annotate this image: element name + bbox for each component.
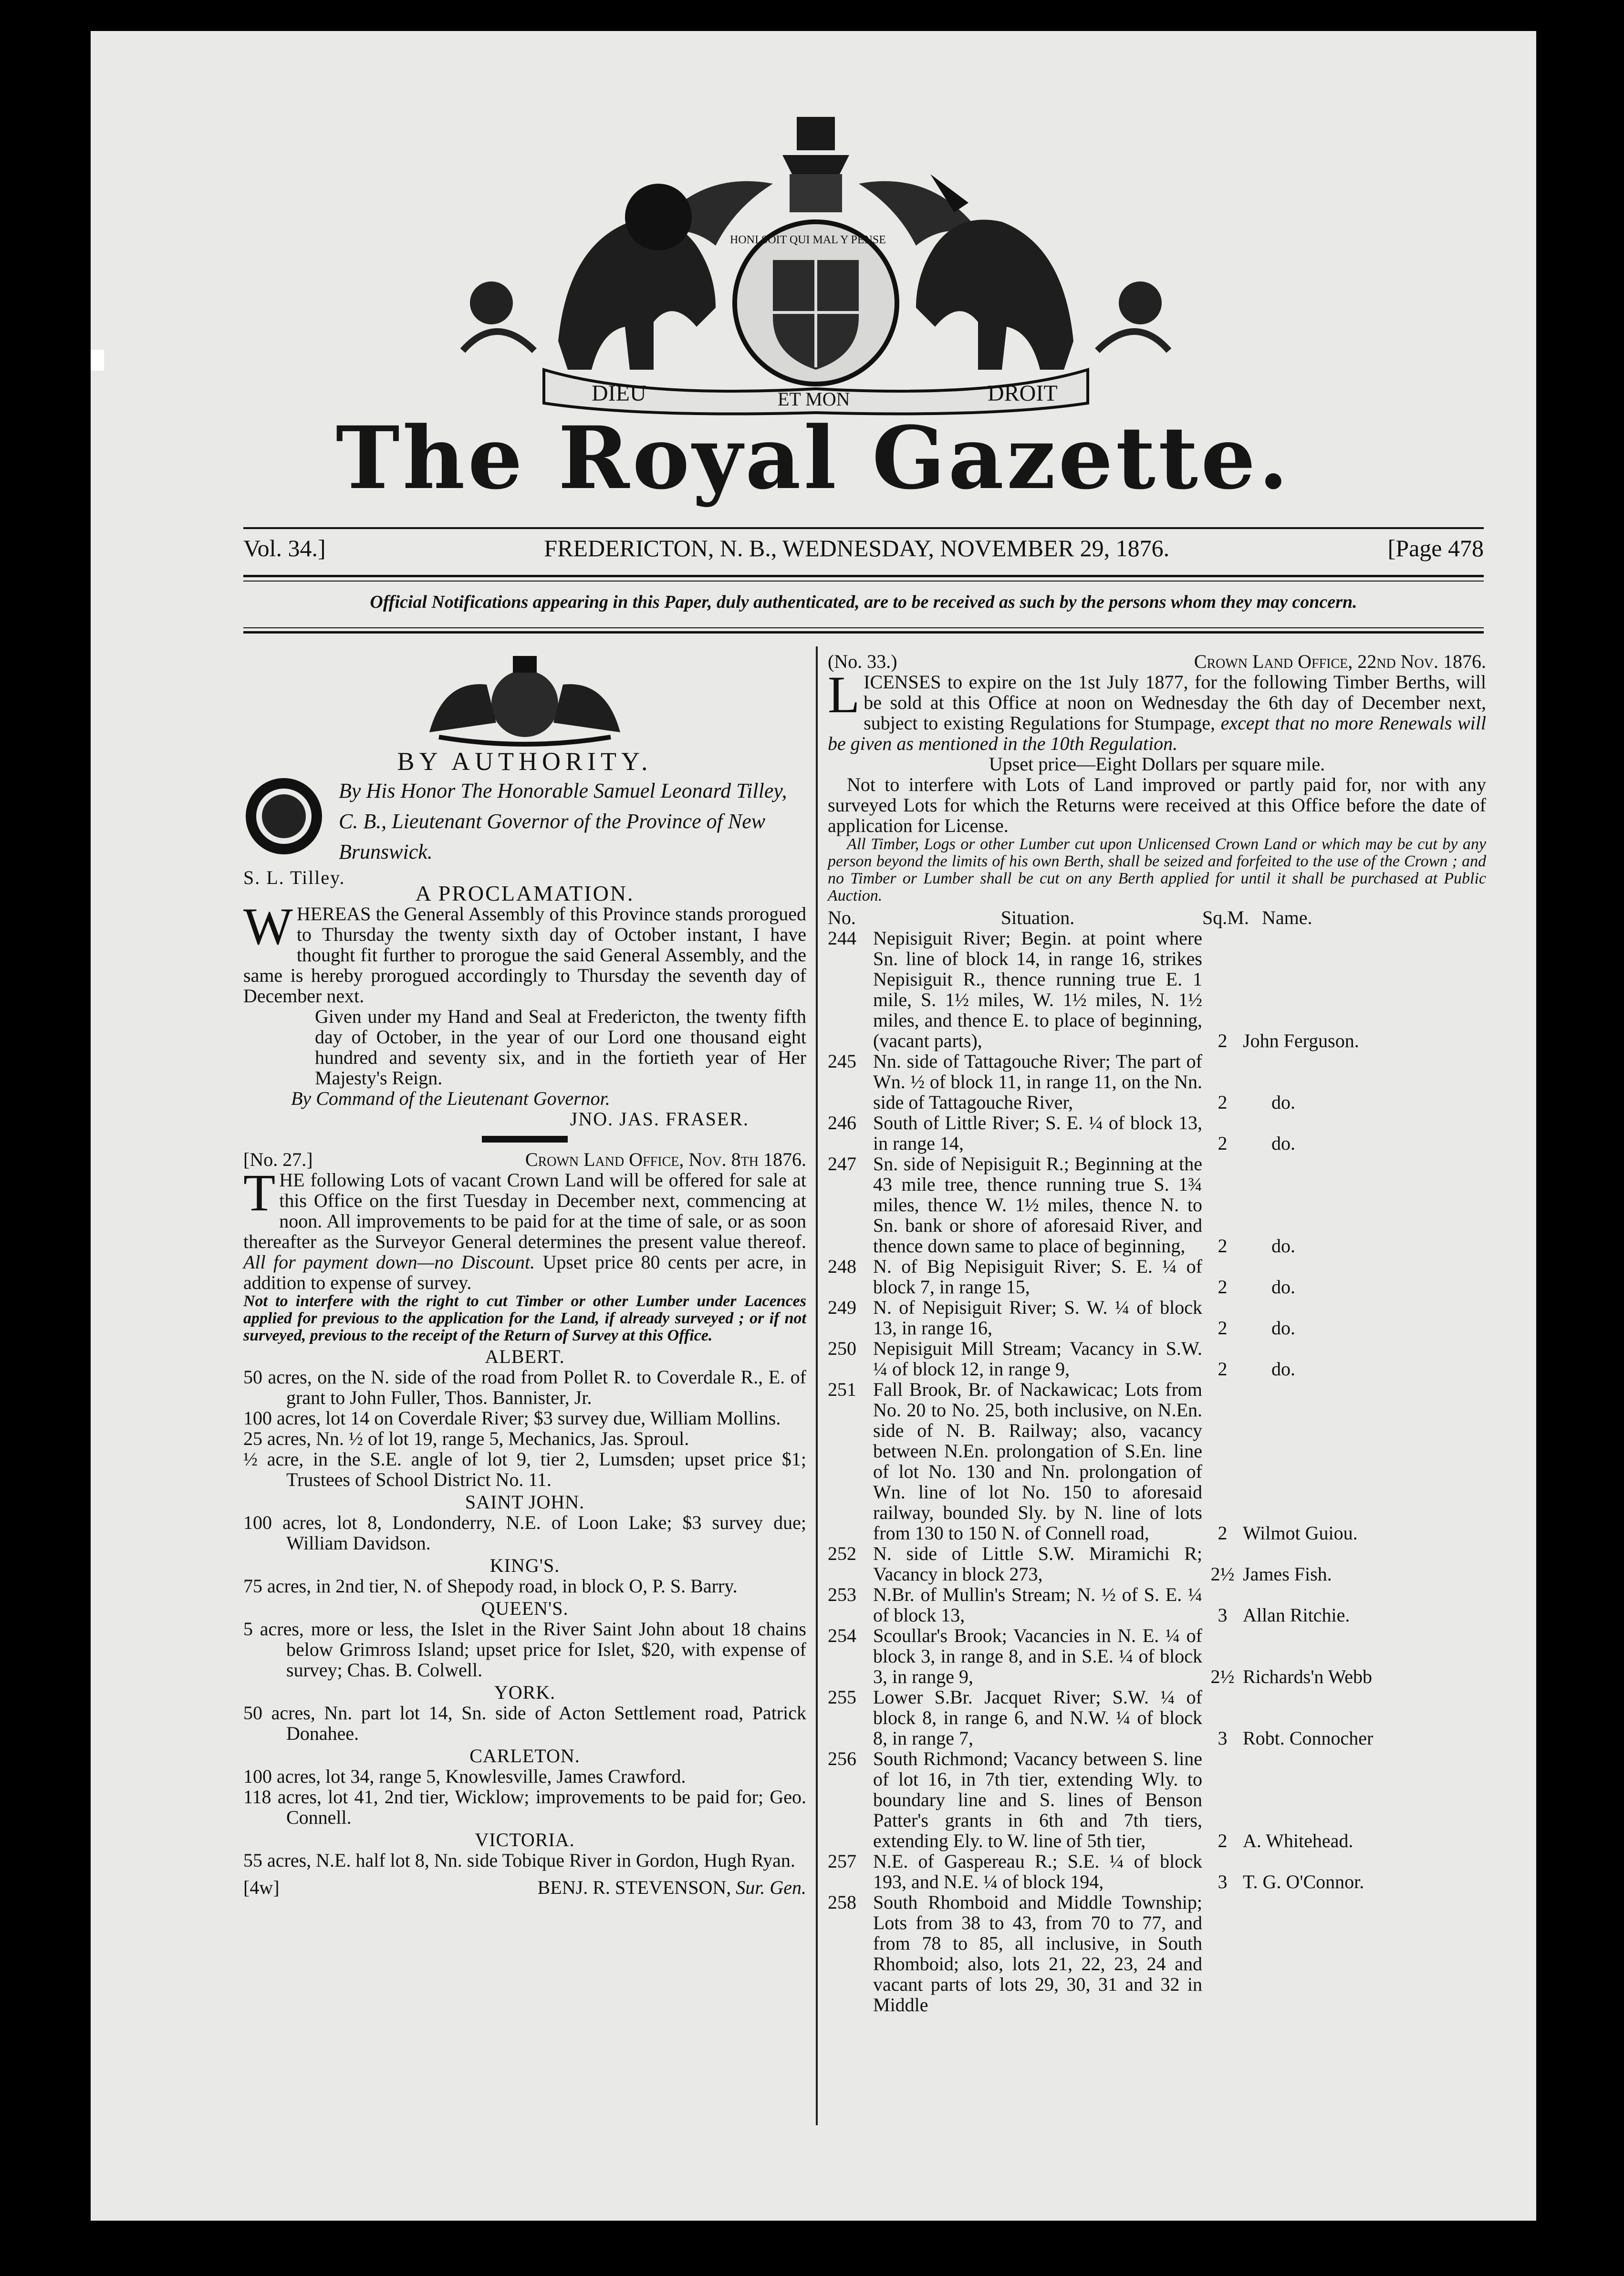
notice27-header (243, 1149, 806, 1170)
row-no: 256 (828, 1748, 856, 1769)
table-row (828, 1687, 1486, 1748)
notice27-text-end: Upset price 80 cents per acre, in addition to expense of survey. (243, 1251, 807, 1293)
row-situation: Nepisiguit Mill Stream; Vacancy in S.W. ¼ of block 12, in range 9, (873, 1338, 1202, 1380)
proclamation-body (243, 897, 806, 1007)
row-name: Allan Ritchie. (1243, 1604, 1350, 1626)
masthead-rule-mid2 (243, 581, 1484, 582)
royal-coat-of-arms (448, 103, 1183, 417)
county-saint-john (243, 1492, 806, 1553)
row-situation: Lower S.Br. Jacquet River; S.W. ¼ of block 8, in range 6, and N.W. ¼ of block 8, in range 7, (873, 1686, 1202, 1749)
row-situation: N. of Nepisiguit River; S. W. ¼ of block 13, in range 16, (873, 1297, 1202, 1339)
row-name: do. (1271, 1317, 1295, 1339)
masthead-rule-bottom2 (243, 631, 1484, 634)
row-no: 249 (828, 1297, 856, 1318)
row-situation: South Richmond; Vacancy between S. line of lot 16, in 7th tier, extending Wly. to boundary line and S. lines of Benson Patter's grants in 6th and 7th tiers, extending Ely. to W. line of 5th tier, (873, 1748, 1202, 1851)
row-no: 255 (828, 1686, 856, 1708)
row-sq: 2 (1218, 1030, 1228, 1051)
row-no: 251 (828, 1379, 856, 1400)
row-sq: 3 (1218, 1727, 1228, 1749)
county-queens (243, 1598, 806, 1680)
row-no: 247 (828, 1153, 856, 1174)
row-name: Richards'n Webb (1243, 1666, 1372, 1687)
right-column (828, 651, 1486, 2015)
table-row (828, 1297, 1486, 1338)
row-sq: 2 (1218, 1317, 1228, 1339)
row-situation: N. of Big Nepisiguit River; S. E. ¼ of block 7, in range 15, (873, 1256, 1202, 1298)
table-row (828, 1112, 1486, 1154)
notice27-office: Crown Land Office, Nov. 8th 1876. (525, 1149, 806, 1170)
row-sq: 2 (1218, 1522, 1228, 1544)
county-victoria (243, 1829, 806, 1871)
notice27-note: Not to interfere with the right to cut Timber or other Lumber under Lacences applied for previous to the application for the Land, if already surveyed ; or if not surveyed, previous to the receipt of the Return of Survey at this Office. (243, 1292, 806, 1344)
county-kings (243, 1555, 806, 1596)
row-situation: Scoullar's Brook; Vacancies in N. E. ¼ of block 3, in range 8, and in S.E. ¼ of block 3, in range 9, (873, 1625, 1202, 1687)
row-situation: Fall Brook, Br. of Nackawicac; Lots from No. 20 to No. 25, both inclusive, on N.En. side of N. B. Railway; also, vacancy between N.En. prolongation of S.En. line of lot No. 130 and Nn. prolongation of Wn. line of lot No. 150 to aforesaid railway, bounded Sly. by N. line of lots from 130 to 150 N. of Connell road, (873, 1379, 1202, 1544)
row-no: 244 (828, 927, 856, 949)
row-sq: 2½ (1210, 1563, 1235, 1585)
governor-seal-icon (243, 776, 324, 857)
row-name: do. (1271, 1235, 1295, 1257)
row-situation: N.Br. of Mullin's Stream; N. ½ of S. E. ¼ of block 13, (873, 1584, 1202, 1626)
footer-code: [4w] (243, 1877, 280, 1898)
county-name: SAINT JOHN. (465, 1491, 585, 1513)
row-no: 245 (828, 1050, 856, 1072)
row-no: 248 (828, 1256, 856, 1277)
land-entry: 100 acres, lot 8, Londonderry, N.E. of Loon Lake; $3 survey due; William Davidson. (243, 1512, 806, 1554)
table-row (828, 1543, 1486, 1584)
row-name: Robt. Connocher (1243, 1727, 1374, 1749)
row-no: 257 (828, 1850, 856, 1872)
row-name: John Ferguson. (1243, 1030, 1359, 1051)
county-carleton (243, 1746, 806, 1828)
row-name: do. (1271, 1276, 1295, 1298)
row-no: 258 (828, 1891, 856, 1913)
notice27-body (243, 1164, 807, 1293)
land-entry: 118 acres, lot 41, 2nd tier, Wicklow; improvements to be paid for; Geo. Connell. (243, 1786, 806, 1828)
county-albert (243, 1346, 806, 1490)
row-sq: 3 (1218, 1871, 1228, 1892)
land-entry: 55 acres, N.E. half lot 8, Nn. side Tobique River in Gordon, Hugh Ryan. (243, 1850, 795, 1871)
command-line: By Command of the Lieutenant Governor. (291, 1088, 610, 1109)
official-notice: Official Notifications appearing in this Paper, duly authenticated, are to be received as such by the persons whom they may concern. (370, 592, 1357, 612)
column-divider (816, 646, 818, 2125)
row-no: 250 (828, 1338, 856, 1359)
table-row (828, 928, 1486, 1051)
table-row (828, 1379, 1486, 1543)
proclamation-text: HEREAS the General Assembly of this Province stands prorogued to Thursday the twenty sixth day of October instant, I have thought fit further to prorogue the said General Assembly, and the same is hereby prorogued accordingly to Thursday the seventh day of December next. (243, 903, 806, 1007)
governor-signature: S. L. Tilley. (243, 867, 345, 888)
page-number: [Page 478 (1387, 535, 1484, 561)
motto-dieu: DIEU (592, 381, 646, 406)
dateline-row (243, 534, 1484, 562)
table-row (828, 1256, 1486, 1297)
row-sq: 2 (1218, 1091, 1228, 1113)
row-situation: N.E. of Gaspereau R.; S.E. ¼ of block 193, and N.E. ¼ of block 194, (873, 1850, 1202, 1892)
row-situation: Sn. side of Nepisiguit R.; Beginning at the 43 mile tree, thence running true S. 1¾ miles, thence W. 1½ miles, thence N. to Sn. bank or shore of aforesaid River, and thence down same to place of beginning, (873, 1153, 1202, 1257)
row-no: 253 (828, 1584, 856, 1605)
table-row (828, 1338, 1486, 1379)
row-no: 246 (828, 1112, 856, 1133)
land-entry: 100 acres, lot 34, range 5, Knowlesville, James Crawford. (243, 1766, 686, 1787)
dateline: FREDERICTON, N. B., WEDNESDAY, NOVEMBER 29, 1876. (544, 535, 1170, 561)
footer-signer: BENJ. R. STEVENSON, (537, 1877, 731, 1898)
table-row (828, 1154, 1486, 1256)
land-entry: 100 acres, lot 14 on Coverdale River; $3 survey due, William Mollins. (243, 1407, 781, 1429)
header-name: Name. (1262, 907, 1312, 928)
notice33-italic: except that no more Renewals will be given as mentioned in the 10th Regulation. (828, 712, 1487, 754)
motto-droit: DROIT (988, 381, 1058, 406)
county-name: VICTORIA. (475, 1829, 575, 1850)
proclamation-signer: JNO. JAS. FRASER. (570, 1108, 749, 1130)
header-sq: Sq.M. (1202, 907, 1249, 928)
land-entry: ½ acre, in the S.E. angle of lot 9, tier 2, Lumsden; upset price $1; Trustees of School District No. 11. (243, 1448, 806, 1490)
section-divider (482, 1136, 568, 1143)
notice27-number: [No. 27.] (243, 1149, 313, 1170)
notice33-office: Crown Land Office, 22nd Nov. 1876. (1194, 651, 1486, 672)
left-column (243, 651, 806, 1898)
row-sq: 2 (1218, 1830, 1228, 1851)
footer-title: Sur. Gen. (736, 1877, 806, 1898)
row-situation: South Rhomboid and Middle Township; Lots from 38 to 43, from 70 to 77, and from 78 to 85, all inclusive, in South Rhomboid; also, lots 21, 22, 23, 24 and vacant parts of lots 29, 30, 31 and 32 in Middle (873, 1891, 1202, 2016)
row-no: 254 (828, 1625, 856, 1646)
by-authority-heading: BY AUTHORITY. (397, 747, 653, 776)
notice33-dropcap: L (828, 665, 860, 724)
notice33-number: (No. 33.) (828, 651, 897, 672)
county-name: KING'S. (489, 1555, 560, 1576)
notice33-header (828, 651, 1486, 672)
table-row (828, 1748, 1486, 1851)
masthead-rule-mid (243, 575, 1484, 577)
land-entry: 25 acres, Nn. ½ of lot 19, range 5, Mechanics, Jas. Sproul. (243, 1428, 689, 1449)
header-situation: Situation. (1000, 907, 1075, 928)
county-york (243, 1682, 806, 1744)
motto-et-mon: ET MON (778, 388, 850, 410)
county-name: ALBERT. (485, 1346, 565, 1367)
row-name: do. (1271, 1091, 1295, 1113)
table-row (828, 1892, 1486, 2015)
masthead-rule-top (243, 527, 1484, 529)
page-edge-tab (91, 350, 104, 371)
header-no: No. (828, 907, 856, 928)
county-name: QUEEN'S. (481, 1598, 569, 1619)
row-situation: Nn. side of Tattagouche River; The part of Wn. ½ of block 11, in range 11, on the Nn. side of Tattagouche River, (873, 1050, 1202, 1113)
row-sq: 3 (1218, 1604, 1228, 1626)
row-name: T. G. O'Connor. (1243, 1871, 1364, 1892)
notice27-italic: All for payment down—no Discount. (243, 1251, 535, 1273)
gazette-page (91, 31, 1536, 2221)
notice27-text: HE following Lots of vacant Crown Land will be offered for sale at this Office on the first Tuesday in December next, commencing at noon. All improvements to be paid for at the time of sale, or as soon thereafter as the Surveyor General determines the present value thereof. (243, 1169, 806, 1252)
notice33-note: All Timber, Logs or other Lumber cut upon Unlicensed Crown Land or which may be cut by any person beyond the limits of his own Berth, shall be seized and forfeited to the use of the Crown ; and no Timber or Lumber shall be cut on any Berth applied for until it shall be purchased at Public Auction. (828, 835, 1486, 904)
row-name: do. (1271, 1133, 1295, 1154)
upset-price: Upset price—Eight Dollars per square mile. (989, 753, 1325, 775)
newspaper-title: The Royal Gazette. (335, 408, 1291, 509)
garter-motto: HONI SOIT QUI MAL Y PENSE (730, 234, 886, 246)
masthead-rule-bottom (243, 627, 1484, 628)
row-sq: 2 (1218, 1133, 1228, 1154)
proclamation-dropcap: W (243, 897, 293, 956)
county-name: CARLETON. (469, 1745, 580, 1767)
row-sq: 2 (1218, 1276, 1228, 1298)
county-name: YORK. (494, 1682, 556, 1703)
row-sq: 2 (1218, 1358, 1228, 1380)
row-name: A. Whitehead. (1243, 1830, 1353, 1851)
table-row (828, 1584, 1486, 1625)
row-name: James Fish. (1243, 1563, 1332, 1585)
notice33-para2: Not to interfere with Lots of Land improved or partly paid for, nor with any surveyed Lots for which the Returns were received at this Office before the date of application for License. (828, 774, 1486, 836)
land-entry: 50 acres, Nn. part lot 14, Sn. side of Acton Settlement road, Patrick Donahee. (243, 1702, 806, 1744)
proclamation-title: A PROCLAMATION. (415, 881, 635, 905)
governor-title: By His Honor The Honorable Samuel Leonard Tilley, C. B., Lieutenant Governor of the Province of New Brunswick. (339, 779, 787, 863)
berth-table (828, 928, 1486, 2015)
row-situation: Nepisiguit River; Begin. at point where Sn. line of block 14, in range 16, strikes Nepisiguit R., thence running true E. 1 mile, S. 1½ miles, W. 1½ miles, N. 1½ miles, and thence E. to place of beginning, (vacant parts), (873, 927, 1202, 1051)
notice27-footer (243, 1877, 806, 1898)
small-royal-arms-icon (401, 651, 649, 747)
row-sq: 2½ (1210, 1666, 1235, 1687)
land-entry: 75 acres, in 2nd tier, N. of Shepody road, in block O, P. S. Barry. (243, 1575, 738, 1597)
land-entry: 5 acres, more or less, the Islet in the River Saint John about 18 chains below Grimross Island; upset price for Islet, $20, with expense of survey; Chas. B. Colwell. (243, 1618, 806, 1681)
notice33-text: ICENSES to expire on the 1st July 1877, for the following Timber Berths, will be sold at this Office at noon on Wednesday the 6th day of December next, subject to existing Regulations for Stumpage, (864, 671, 1486, 734)
row-no: 252 (828, 1543, 856, 1564)
row-situation: N. side of Little S.W. Miramichi R; Vacancy in block 273, (873, 1543, 1202, 1585)
volume-number: Vol. 34.] (243, 535, 326, 561)
row-sq: 2 (1218, 1235, 1228, 1257)
notice27-dropcap: T (243, 1164, 276, 1222)
row-name: Wilmot Guiou. (1243, 1522, 1358, 1544)
notice33-body (828, 665, 1487, 754)
seal-row (243, 776, 806, 867)
table-row (828, 1051, 1486, 1112)
row-situation: South of Little River; S. E. ¼ of block 13, in range 14, (873, 1112, 1202, 1154)
land-entry: 50 acres, on the N. side of the road from Pollet R. to Coverdale R., E. of grant to John Fuller, Thos. Bannister, Jr. (243, 1366, 806, 1408)
row-name: do. (1271, 1358, 1295, 1380)
berth-table-header (828, 907, 1486, 928)
table-row (828, 1625, 1486, 1687)
table-row (828, 1851, 1486, 1892)
given-under-hand: Given under my Hand and Seal at Fredericton, the twenty fifth day of October, in the year of our Lord one thousand eight hundred and seventy six, and in the fortieth year of Her Majesty's Reign. (315, 1006, 806, 1089)
